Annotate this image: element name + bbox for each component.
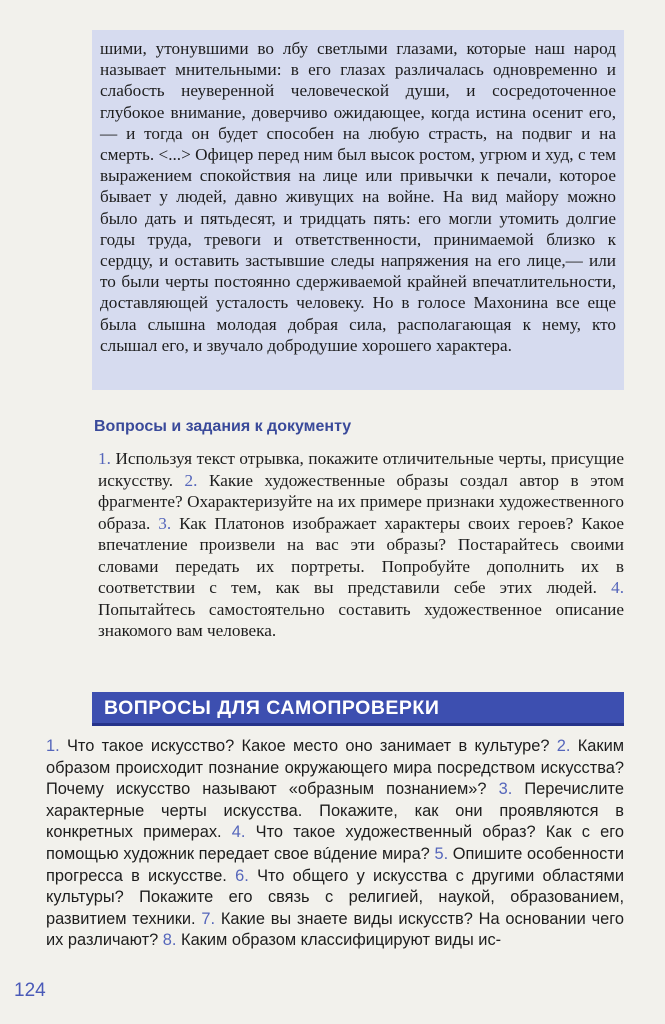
question-text: Попытайтесь самостоятельно составить художественное описание знакомого вам человека. (98, 599, 624, 640)
self-check-heading: ВОПРОСЫ ДЛЯ САМОПРОВЕРКИ (104, 697, 440, 719)
question-number: 1. (46, 737, 60, 755)
question-text: Перечислите характерные черты искусства. Покажите, как они проявляются в конкретных примерах. (46, 780, 624, 842)
question-number: 8. (162, 931, 177, 950)
question-number: 2. (556, 737, 571, 755)
question-text: Каким образом происходит познание окружающего мира посредством искусства? Почему искусство называют «образным познанием»? (46, 737, 625, 799)
question-text: Что такое художественный образ? Как с его помощью художник передает свое вúдение мира? (46, 823, 624, 863)
question-text: Используя текст отрывка, покажите отличительные черты, присущие искусству. (98, 449, 624, 490)
question-number: 4. (231, 823, 246, 842)
question-text: Что такое искусство? Какое место оно занимает в культуре? (66, 737, 550, 755)
self-check-questions-text (46, 736, 624, 952)
question-number: 3. (158, 513, 172, 533)
question-text: Какие художественные образы создал автор в этом фрагменте? Охарактеризуйте на их примере признаки художественного образа. (98, 470, 624, 533)
question-text: Что общего у искусства с другими областями культуры? Покажите его связь с религией, наукой, образованием, развитием техники. (46, 866, 624, 928)
document-questions-section (92, 418, 624, 642)
excerpt-text: шими, утонувшими во лбу светлыми глазами, которые наш народ называет мнительными: в его глазах различалась одновременно и слабость неуверенной человеческой души, и сосредоточенное глубокое внимание, доверчиво ожидающее, когда истина осенит его,— и тогда он будет способен на любую страсть, на подвиг и на смерть. <...> Офицер перед ним был высок ростом, угрюм и худ, с тем выражением спокойствия на лице или привычки к печали, которое бывает у людей, давно живущих на войне. На вид майору можно было дать и пятьдесят, и тридцать пять: его могли утомить долгие годы труда, тревоги и ответственности, принимаемой близко к сердцу, и оставить застывшие следы напряжения на его лице,— или то были черты постоянно сдерживаемой крайней впечатлительности, доставляющей усталость человеку. Но в голосе Махонина все еще была слышна молодая добрая сила, располагающая к нему, кто слышал его, и звучало добродушие хорошего характера. (100, 39, 616, 355)
self-check-banner (92, 692, 624, 726)
question-text: Как Платонов изображает характеры своих героев? Какое впечатление произвели на вас эти образы? Постарайтесь своими словами передать их портреты. Попробуйте дополнить их в соответствии с тем, как вы представили себе этих людей. (98, 513, 625, 597)
document-questions-heading: Вопросы и задания к документу (94, 418, 352, 435)
question-number: 4. (611, 578, 624, 597)
page-number: 124 (14, 980, 46, 1001)
question-number: 5. (434, 844, 449, 863)
question-text: Каким образом классифицируют виды ис- (181, 931, 502, 950)
question-number: 2. (184, 470, 198, 490)
question-text: Какие вы знаете виды искусств? На основании чего их различают? (46, 909, 624, 950)
question-number: 1. (98, 449, 111, 468)
question-text: Опишите особенности прогресса в искусстве. (46, 844, 624, 885)
question-number: 7. (201, 909, 216, 928)
question-number: 6. (235, 866, 249, 885)
document-questions-text (92, 448, 624, 642)
question-number: 3. (498, 780, 513, 799)
